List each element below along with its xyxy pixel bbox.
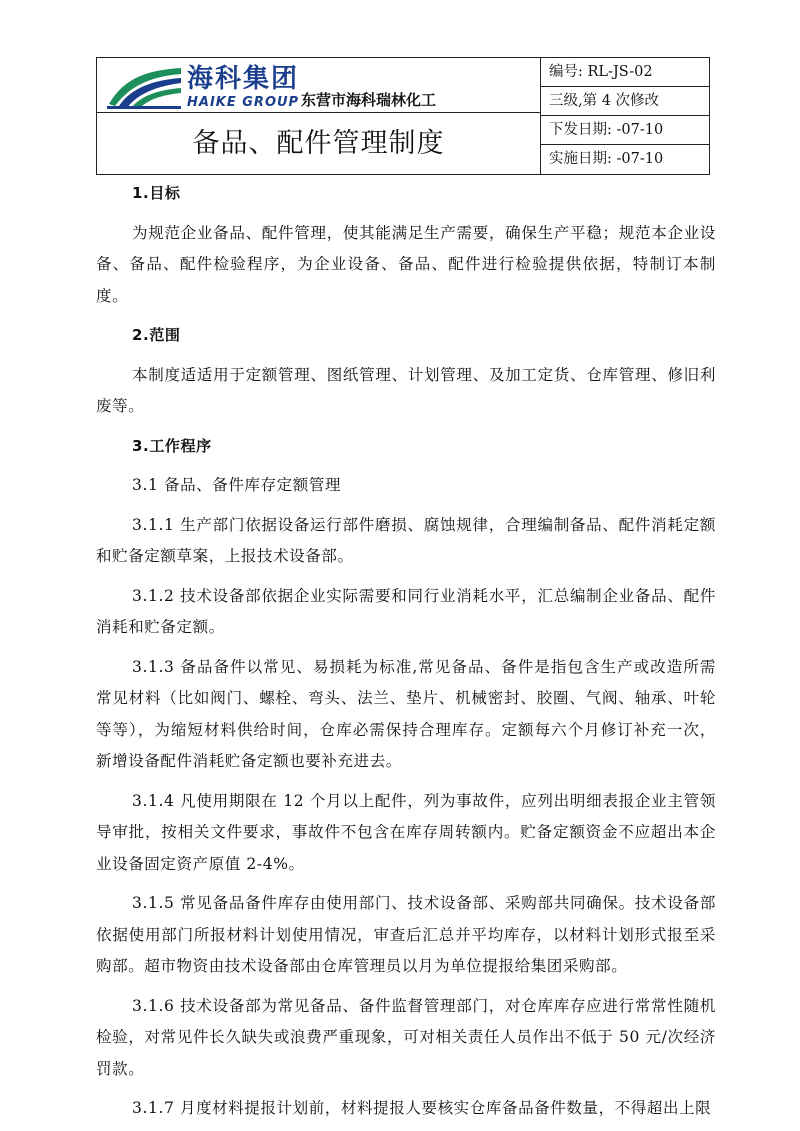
clause-3-1-4: 3.1.4 凡使用期限在 12 个月以上配件，列为事故件，应列出明细表报企业主管领导审批，按相关文件要求，事故件不包含在库存周转额内。贮备定额资金不应超出本企业设备固定资产原值 2-4%。 (96, 791, 716, 873)
clause-3-1-5: 3.1.5 常见备品备件库存由使用部门、技术设备部、采购部共同确保。技术设备部依据使用部门所报材料计划使用情况，审查后汇总并平均库存，以材料计划形式报至采购部。超市物资由技术设备部由仓库管理员以月为单位提报给集团采购部。 (96, 894, 716, 975)
logo-chinese-text: 海科集团 (187, 64, 300, 94)
issue-date: 下发日期: -07-10 (541, 116, 709, 145)
clause-3-1-1: 3.1.1 生产部门依据设备运行部件磨损、腐蚀规律，合理编制备品、配件消耗定额和贮备定额草案，上报技术设备部。 (96, 515, 716, 565)
haike-logo-icon (105, 64, 185, 110)
document-title: 备品、配件管理制度 (192, 128, 445, 159)
clause-3-1-3: 3.1.3 备品备件以常见、易损耗为标准,常见备品、备件是指包含生产或改造所需常见材料（比如阀门、螺栓、弯头、法兰、垫片、机械密封、胶圈、气阀、轴承、叶轮等等），为缩短材料供给时间，仓库必需保持合理库存。定额每六个月修订补充一次，新增设备配件消耗贮备定额也要补充进去。 (96, 657, 716, 770)
subsection-3-1: 3.1 备品、备件库存定额管理 (132, 476, 342, 494)
document-code: 编号: RL-JS-02 (541, 58, 709, 87)
document-header-table (96, 57, 710, 175)
company-logo (105, 64, 535, 110)
paragraph-scope: 本制度适适用于定额管理、图纸管理、计划管理、及加工定货、仓库管理、修旧利废等。 (96, 365, 716, 415)
paragraph-objective: 为规范企业备品、配件管理，使其能满足生产需要，确保生产平稳；规范本企业设备、备品、配件检验程序，为企业设备、备品、配件进行检验提供依据，特制订本制度。 (96, 223, 716, 305)
revision-info: 三级,第 4 次修改 (541, 87, 709, 116)
company-name: 东营市海科瑞林化工 (301, 91, 437, 109)
logo-english-text: HAIKE GROUP (187, 95, 300, 110)
clause-3-1-6: 3.1.6 技术设备部为常见备品、备件监督管理部门，对仓库库存应进行常常性随机检验，对常见件长久缺失或浪费严重现象，可对相关责任人员作出不低于 50 元/次经济罚款。 (96, 996, 716, 1078)
section-heading-objective: 1.目标 (132, 184, 181, 202)
document-body (96, 178, 716, 1125)
clause-3-1-2: 3.1.2 技术设备部依据企业实际需要和同行业消耗水平，汇总编制企业备品、配件消耗和贮备定额。 (96, 586, 716, 636)
effective-date: 实施日期: -07-10 (549, 151, 664, 167)
clause-3-1-7: 3.1.7 月度材料提报计划前，材料提报人要核实仓库备品备件数量，不得超出上限 (132, 1099, 712, 1117)
section-heading-scope: 2.范围 (132, 326, 181, 344)
section-heading-procedure: 3.工作程序 (132, 436, 212, 455)
